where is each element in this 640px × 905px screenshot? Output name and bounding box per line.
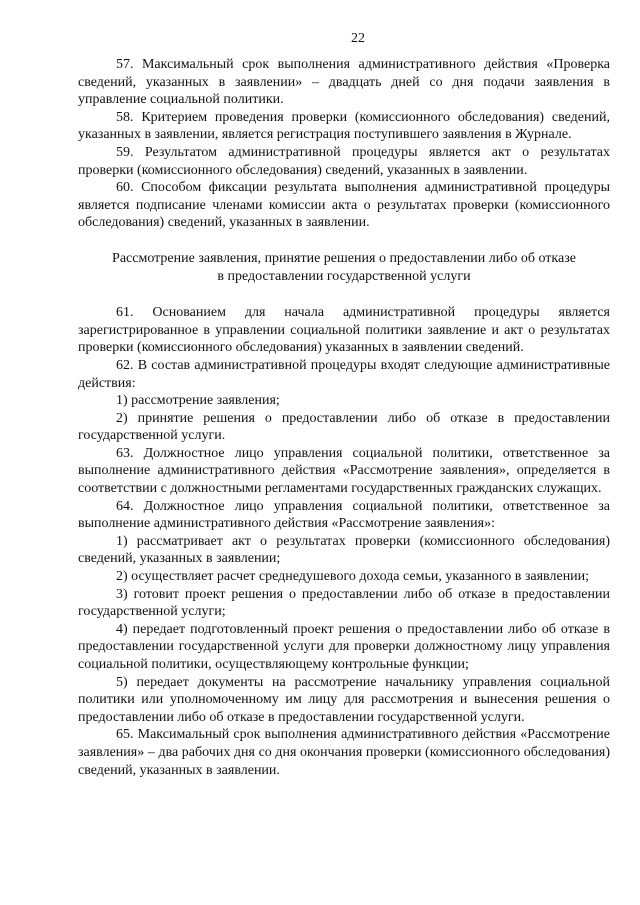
paragraph-63: 63. Должностное лицо управления социальной политики, ответственное за выполнение административного действия «Рассмотрение заявления», определяется в соответствии с должностными регламентами государственных гражданских служащих. [78, 445, 610, 497]
spacer [78, 285, 610, 304]
paragraph-58: 58. Критерием проведения проверки (комиссионного обследования) сведений, указанных в заявлении, является регистрация поступившего заявления в Журнале. [78, 109, 610, 143]
paragraph-65: 65. Максимальный срок выполнения административного действия «Рассмотрение заявления» – два рабочих дня со дня окончания проверки (комиссионного обследования) сведений, указанных в заявлении. [78, 727, 610, 778]
paragraph-61: 61. Основанием для начала административной процедуры является зарегистрированное в управлении социальной политики заявление и акт о результатах проверки (комиссионного обследования) указанных в заявлении сведений. [78, 305, 610, 356]
paragraph-57: 57. Максимальный срок выполнения административного действия «Проверка сведений, указанных в заявлении» – двадцать дней со дня подачи заявления в управление социальной политики. [78, 57, 610, 108]
paragraph-59: 59. Результатом административной процедуры является акт о результатах проверки (комиссионного обследования) сведений, указанных в заявлении. [78, 144, 610, 178]
list-item-64-3: 3) готовит проект решения о предоставлении либо об отказе в предоставлении государственной услуги; [78, 586, 610, 620]
paragraph-62: 62. В состав административной процедуры входят следующие административные действия: [78, 357, 610, 391]
paragraph-60: 60. Способом фиксации результата выполнения административной процедуры является подписание членами комиссии акта о результатах проверки (комиссионного обследования) сведений, указанных в заявлении. [78, 180, 610, 231]
spacer [78, 232, 610, 250]
page-number: 22 [351, 31, 365, 46]
list-item-64-1: 1) рассматривает акт о результатах проверки (комиссионного обследования) сведений, указанных в заявлении; [78, 533, 610, 567]
document-page [78, 30, 610, 779]
list-item-64-5: 5) передает документы на рассмотрение начальнику управления социальной политики или уполномоченному им лицу для рассмотрения и вынесения решения о предоставлении либо об отказе в предоставлении государственной услуги. [78, 674, 610, 725]
list-item-64-4: 4) передает подготовленный проект решения о предоставлении либо об отказе в предоставлении государственной услуги для проверки должностному лицу управления социальной политики, осуществляющему контрольные функции; [78, 621, 610, 672]
list-item-62-1: 1) рассмотрение заявления; [116, 393, 280, 409]
section-heading-line-2: в предоставлении государственной услуги [217, 268, 471, 284]
list-item-64-2: 2) осуществляет расчет среднедушевого дохода семьи, указанного в заявлении; [116, 569, 590, 585]
list-item-62-2: 2) принятие решения о предоставлении либо об отказе в предоставлении государственной услуги. [78, 410, 610, 444]
paragraph-64: 64. Должностное лицо управления социальной политики, ответственное за выполнение административного действия «Рассмотрение заявления»: [78, 498, 610, 532]
section-heading [78, 250, 610, 285]
section-heading-line-1: Рассмотрение заявления, принятие решения о предоставлении либо об отказе [112, 250, 576, 266]
